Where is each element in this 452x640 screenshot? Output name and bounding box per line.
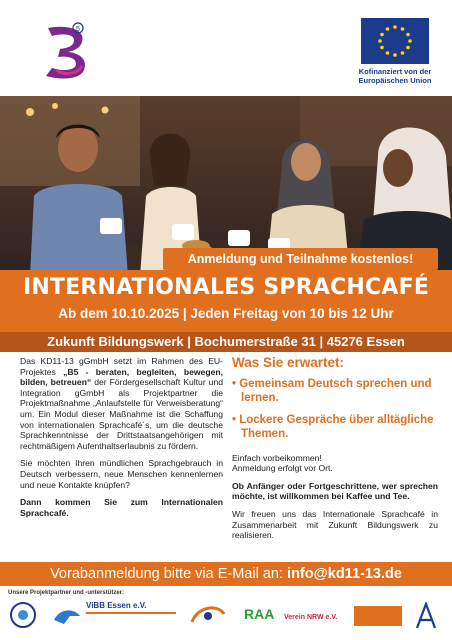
cooperation-paragraph: Wir freuen uns das Internationale Sprachcafé in Zusammenarbeit mit Zukunft Bildungswerk zu realisieren.	[232, 508, 438, 541]
partners-label: Unsere Projektpartner und -unterstützer:	[8, 590, 125, 596]
eu-cofunding-badge	[352, 18, 438, 85]
partner-logos	[0, 596, 452, 634]
svg-text:5: 5	[76, 26, 80, 33]
eu-caption: Kofinanziert von der Europäischen Union	[358, 67, 432, 85]
page-title: INTERNATIONALES SPRACHCAFÉ	[22, 275, 430, 300]
project-name: „B5 - beraten, begleiten, bewegen, bilden, betreuen“	[20, 366, 223, 388]
email-link[interactable]: info@kd11-13.de	[287, 566, 402, 582]
expectations-heading: Was Sie erwartet:	[232, 355, 345, 370]
right-column	[232, 355, 438, 548]
eu-flag-icon	[361, 18, 429, 64]
schedule-subtitle: Ab dem 10.10.2025 | Jeden Freitag von 10 bis 12 Uhr	[58, 306, 394, 321]
invitation-paragraph: Dann kommen Sie zum Internationalen Sprachcafé.	[20, 497, 223, 518]
partner-logo-circle-icon	[8, 602, 38, 628]
free-registration-banner: Anmeldung und Teilnahme kostenlos!	[163, 248, 438, 270]
list-item: • Lockere Gespräche über alltägliche Themen.	[232, 413, 434, 440]
list-item: • Gemeinsam Deutsch sprechen und lernen.	[232, 377, 432, 404]
venue-address: Zukunft Bildungswerk | Bochumerstraße 31 | 45276 Essen	[47, 334, 405, 349]
intro-paragraph: Das KD11-13 gGmbH setzt im Rahmen des EU-Projektes „B5 - beraten, begleiten, bewegen, bilden, betreuen“ der Fördergesellschaft Kultur und Integration gGmbH als Projektpartner die Projektmaßnahme „Anlaufstelle für Verweisberatung“ um. Ein Modul dieser Maßnahme ist die Schaffung von internationalen Sprachcafé´s, um die deutsche Sprachkenntnisse der Drittstaatsangehörigen mit rechtmäßigem Aufenthaltserlaubnis zu fördern.	[20, 356, 224, 451]
partner-logo-raa: RAA	[244, 606, 275, 622]
walk-in-paragraph: Einfach vorbeikommen! Anmeldung erfolgt vor Ort.	[232, 452, 333, 474]
partner-logo-verein-nrw: Verein NRW e.V.	[284, 614, 338, 621]
email-registration-band: Vorabanmeldung bitte via E-Mail an: info@kd11-13.de	[0, 562, 452, 586]
partner-logo-swoosh-icon	[188, 600, 228, 628]
partner-logo-vibb-underline	[86, 612, 176, 614]
partner-logo-a-icon	[414, 602, 438, 630]
partner-logo-vibb: ViBB Essen e.V.	[86, 601, 147, 610]
question-paragraph: Sie möchten Ihren mündlichen Sprachgebrauch in Deutsch verbessern, neue Menschen kennenlernen und neue Kontakte knüpfen?	[20, 458, 223, 490]
expectations-list	[232, 377, 438, 441]
header	[0, 0, 452, 96]
welcome-paragraph: Ob Anfänger oder Fortgeschrittene, wer sprechen möchte, ist willkommen bei Kaffee und Tee.	[232, 480, 438, 502]
b5-logo	[38, 22, 94, 82]
partner-logo-orange-box-icon	[354, 606, 402, 626]
partner-logo-bird-icon	[52, 604, 82, 626]
left-column	[20, 356, 223, 525]
